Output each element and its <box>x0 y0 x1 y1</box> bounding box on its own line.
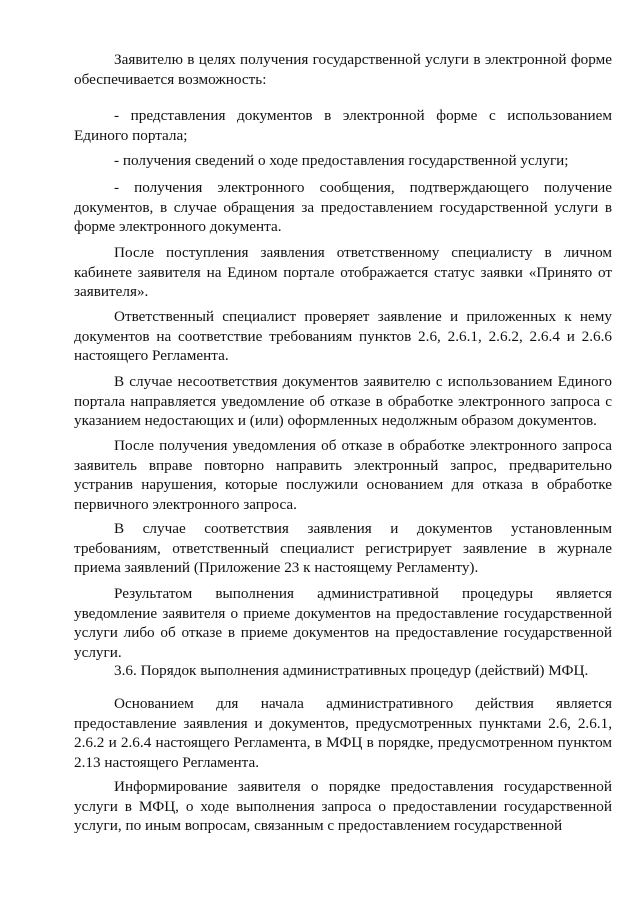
paragraph-7: В случае несоответствия документов заявителю с использованием Единого портала направляется уведомление об отказе в обработке электронного запроса с указанием недостающих и (или) оформленных недолжным образом документов. <box>74 373 612 429</box>
paragraph-4: - получения электронного сообщения, подтверждающего получение документов, в случае обращения за предоставлением государственной услуги в форме электронного документа. <box>74 179 612 235</box>
paragraph-1: Заявителю в целях получения государственной услуги в электронной форме обеспечивается возможность: <box>74 51 612 88</box>
paragraph-8: После получения уведомления об отказе в обработке электронного запроса заявитель вправе повторно направить электронный запрос, предварительно устранив нарушения, которые послужили основанием для отказа в обработке первичного электронного запроса. <box>74 437 612 513</box>
paragraph-3: - получения сведений о ходе предоставления государственной услуги; <box>114 152 569 169</box>
paragraph-5: После поступления заявления ответственному специалисту в личном кабинете заявителя на Едином портале отображается статус заявки «Принято от заявителя». <box>74 244 612 300</box>
paragraph-12: Информирование заявителя о порядке предоставления государственной услуги в МФЦ, о ходе выполнения запроса о предоставлении государственной услуги, по иным вопросам, связанным с предоставлением государственной <box>74 778 612 834</box>
paragraph-11: Основанием для начала административного действия является предоставление заявления и документов, предусмотренных пунктами 2.6, 2.6.1, 2.6.2 и 2.6.4 настоящего Регламента, в МФЦ в порядке, предусмотренном пунктом 2.13 настоящего Регламента. <box>74 695 612 771</box>
paragraph-6: Ответственный специалист проверяет заявление и приложенных к нему документов на соответствие требованиям пунктов 2.6, 2.6.1, 2.6.2, 2.6.4 и 2.6.6 настоящего Регламента. <box>74 308 612 364</box>
paragraph-10: Результатом выполнения административной процедуры является уведомление заявителя о приеме документов на предоставление государственной услуги либо об отказе в приеме документов на предоставление государственной услуги. <box>74 585 612 661</box>
paragraph-2: - представления документов в электронной форме с использованием Единого портала; <box>74 107 612 144</box>
paragraph-9: В случае соответствия заявления и документов установленным требованиям, ответственный специалист регистрирует заявление в журнале приема заявлений (Приложение 23 к настоящему Регламенту). <box>74 520 612 576</box>
section-heading-3-6: 3.6. Порядок выполнения административных процедур (действий) МФЦ. <box>114 662 589 679</box>
